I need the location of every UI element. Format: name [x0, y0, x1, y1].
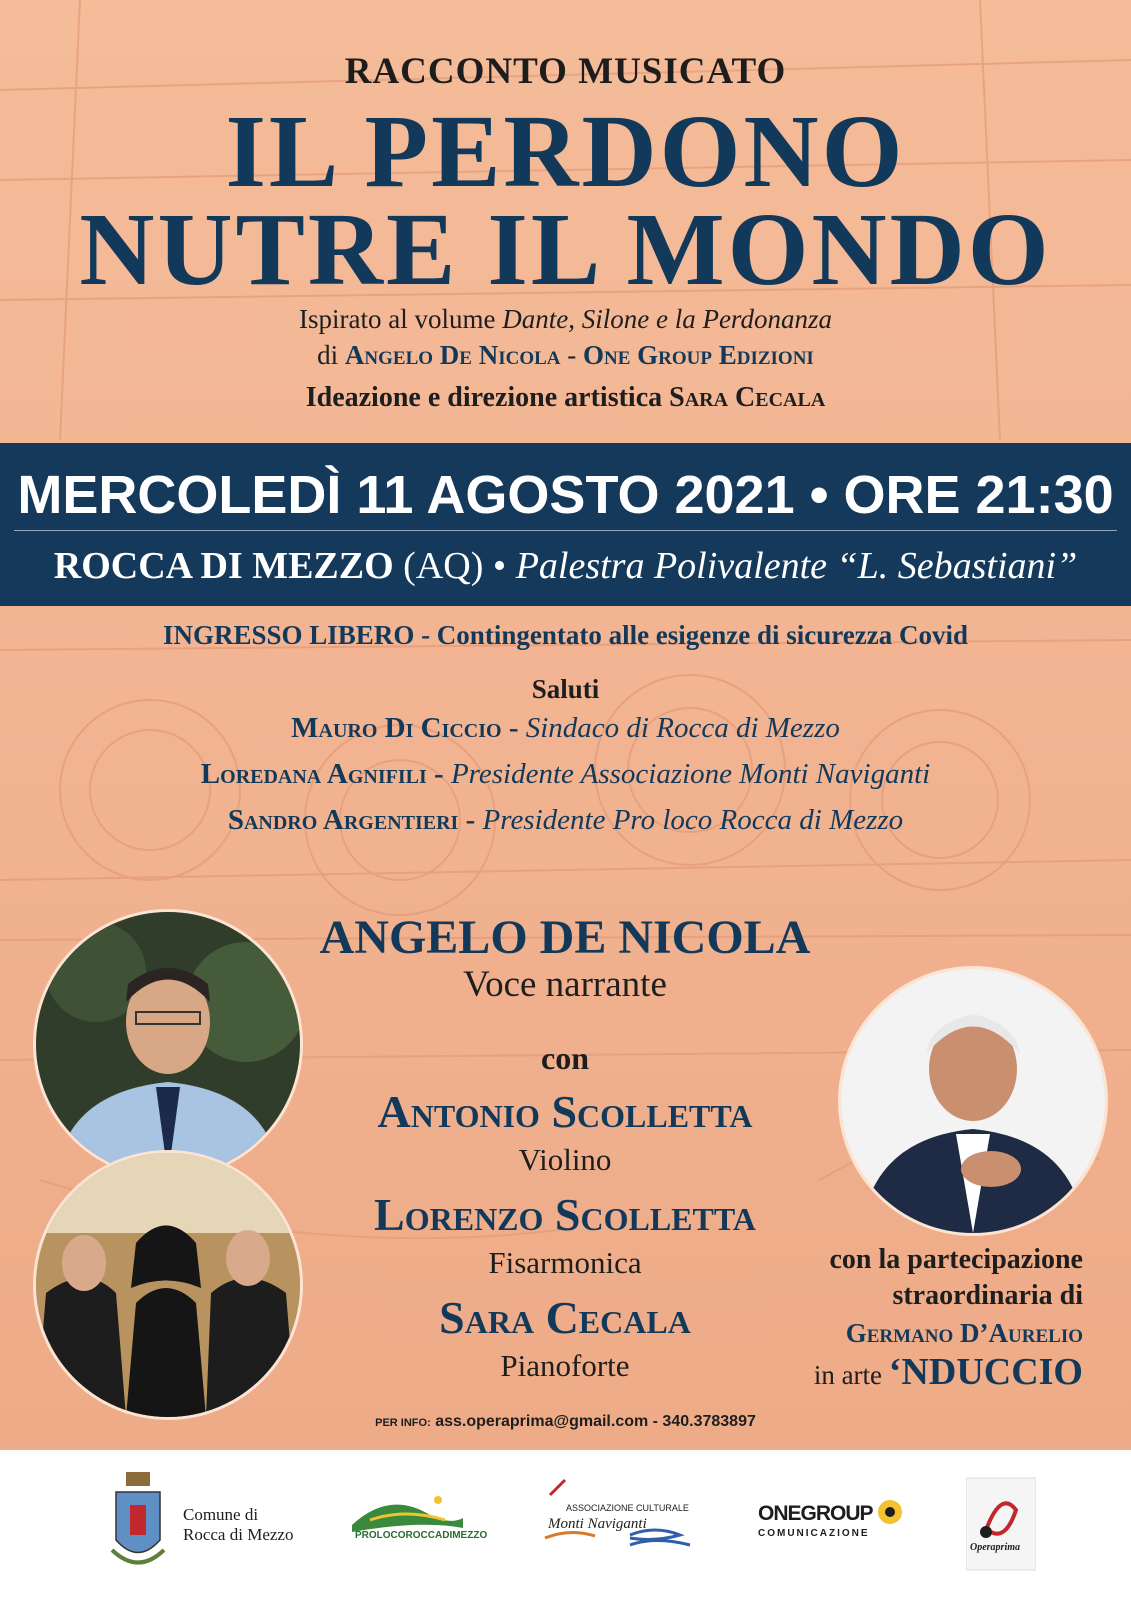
comune-line-2: Rocca di Mezzo — [183, 1524, 294, 1544]
director-name: Sara Cecala — [669, 382, 826, 413]
greeting-name: Loredana Agnifili — [200, 758, 427, 790]
author-line — [0, 340, 1131, 371]
title-line-2: NUTRE IL MONDO — [79, 192, 1052, 307]
greeting-item — [0, 804, 1131, 837]
greeting-sep: - — [501, 712, 526, 744]
event-date-time: MERCOLEDÌ 11 AGOSTO 2021 • ORE 21:30 — [17, 465, 1114, 525]
greeting-sep: - — [458, 804, 483, 836]
guest-line-2: straordinaria di — [892, 1280, 1083, 1311]
guest-line-1: con la partecipazione — [829, 1244, 1083, 1275]
musician-name: Sara Cecala — [439, 1292, 691, 1343]
event-sep: • — [492, 545, 516, 587]
musician-name: Antonio Scolletta — [377, 1086, 753, 1137]
onegroup-label: ONEGROUP — [758, 1502, 873, 1525]
onegroup-mark-icon — [872, 1470, 908, 1580]
proloco-logo-icon — [350, 1470, 465, 1580]
greeting-item — [0, 712, 1131, 745]
comune-line-1: Comune di — [183, 1505, 259, 1524]
direction-line — [0, 382, 1131, 414]
greetings-heading: Saluti — [531, 674, 600, 704]
guest-alias-prefix: in arte — [813, 1360, 889, 1390]
direction-label: Ideazione e direzione artistica — [305, 382, 670, 413]
musician-name: Lorenzo Scolletta — [374, 1189, 756, 1240]
inspired-prefix: Ispirato al volume — [299, 304, 503, 334]
greeting-name: Mauro Di Ciccio — [291, 712, 502, 744]
info-value: ass.operaprima@gmail.com - 340.3783897 — [430, 1413, 756, 1430]
narrator-role: Voce narrante — [463, 964, 667, 1005]
assoc-small-label: ASSOCIAZIONE CULTURALE — [566, 1503, 689, 1513]
inspired-line — [0, 304, 1131, 335]
narrator-photo — [33, 909, 303, 1179]
greeting-role: Presidente Pro loco Rocca di Mezzo — [482, 804, 904, 836]
info-label: PER INFO: — [375, 1417, 431, 1429]
by-prefix: di — [317, 340, 345, 370]
access-note: INGRESSO LIBERO - Contingentato alle esigenze di sicurezza Covid — [162, 620, 969, 650]
guest-name: Germano D’Aurelio — [845, 1318, 1083, 1348]
narrator-name: ANGELO DE NICOLA — [319, 911, 811, 964]
greeting-sep: - — [426, 758, 451, 790]
comune-label — [183, 1505, 293, 1544]
musicians-photo — [33, 1150, 303, 1420]
guest-photo — [838, 966, 1108, 1236]
event-province: (AQ) — [393, 545, 493, 587]
greeting-item — [0, 758, 1131, 791]
event-place — [0, 544, 1131, 588]
guest-alias-line — [743, 1350, 1083, 1394]
greeting-role: Presidente Associazione Monti Naviganti — [450, 758, 931, 790]
publisher-sep: - — [560, 340, 584, 370]
musician-instrument: Fisarmonica — [488, 1245, 642, 1280]
guest-alias: ‘NDUCCIO — [888, 1351, 1083, 1393]
greeting-role: Sindaco di Rocca di Mezzo — [525, 712, 840, 744]
event-venue: Palestra Polivalente “L. Sebastiani” — [515, 545, 1078, 587]
contact-info — [0, 1413, 1131, 1431]
author-name: Angelo De Nicola — [344, 340, 561, 370]
publisher-name: One Group Edizioni — [583, 340, 814, 370]
event-kicker: RACCONTO MUSICATO — [344, 51, 787, 92]
musician-instrument: Violino — [518, 1142, 612, 1177]
assoc-name-label: Monti Naviganti — [548, 1516, 647, 1532]
title-line-1: IL PERDONO — [225, 94, 906, 209]
event-town: ROCCA DI MEZZO — [53, 545, 394, 587]
operaprima-logo-icon — [966, 1470, 1036, 1580]
onegroup-sub-label: COMUNICAZIONE — [758, 1528, 870, 1539]
greeting-name: Sandro Argentieri — [227, 804, 459, 836]
operaprima-label: Operaprima — [970, 1542, 1020, 1553]
book-title: Dante, Silone e la Perdonanza — [502, 304, 832, 334]
band-divider — [14, 530, 1117, 531]
proloco-label: PROLOCOROCCADIMEZZO — [355, 1530, 488, 1541]
comune-crest-icon — [108, 1470, 168, 1580]
with-label: con — [541, 1040, 589, 1076]
musician-instrument: Pianoforte — [500, 1348, 630, 1383]
